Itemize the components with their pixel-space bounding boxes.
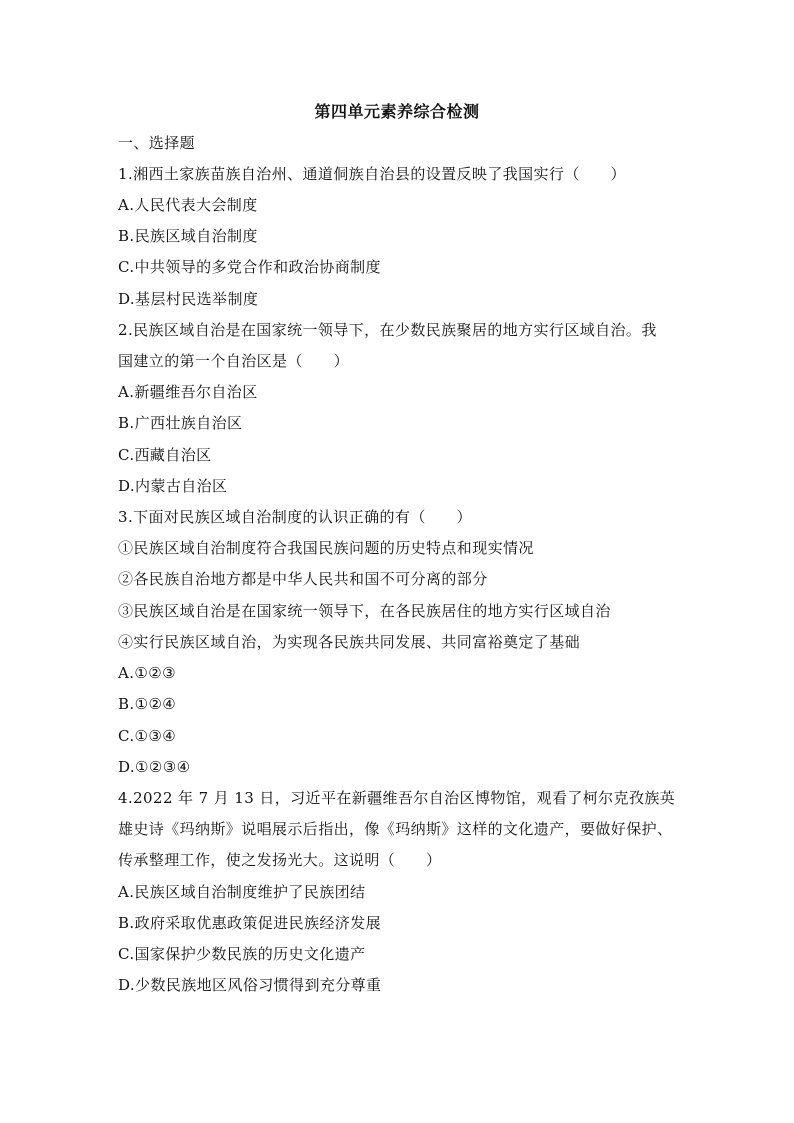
question-4-stem-line-3: 传承整理工作，使之发扬光大。这说明（ ） xyxy=(118,851,442,869)
page-title: 第四单元素养综合检测 xyxy=(314,102,480,121)
q1-option-b: B.民族区域自治制度 xyxy=(118,227,258,245)
q1-option-d: D.基层村民选举制度 xyxy=(118,290,259,308)
q3-option-d: D.①②③④ xyxy=(118,758,191,776)
question-2-stem-line-2: 国建立的第一个自治区是（ ） xyxy=(118,352,350,370)
section-heading: 一、选择题 xyxy=(118,134,196,152)
question-3-stem: 3.下面对民族区域自治制度的认识正确的有（ ） xyxy=(118,508,472,526)
q2-option-c: C.西藏自治区 xyxy=(118,446,212,464)
q2-option-d: D.内蒙古自治区 xyxy=(118,477,228,495)
q3-option-b: B.①②④ xyxy=(118,695,177,713)
q3-statement-1: ①民族区域自治制度符合我国民族问题的历史特点和现实情况 xyxy=(118,539,534,557)
q2-option-b: B.广西壮族自治区 xyxy=(118,414,243,432)
question-2-stem-line-1: 2.民族区域自治是在国家统一领导下，在少数民族聚居的地方实行区域自治。我 xyxy=(118,321,657,339)
q4-option-b: B.政府采取优惠政策促进民族经济发展 xyxy=(118,914,381,932)
q3-statement-2: ②各民族自治地方都是中华人民共和国不可分离的部分 xyxy=(118,570,488,588)
question-4-stem-line-1: 4.2022 年 7 月 13 日，习近平在新疆维吾尔自治区博物馆，观看了柯尔克孜族英 xyxy=(118,789,676,807)
q3-statement-4: ④实行民族区域自治，为实现各民族共同发展、共同富裕奠定了基础 xyxy=(118,633,581,651)
q4-option-d: D.少数民族地区风俗习惯得到充分尊重 xyxy=(118,976,382,994)
q4-option-a: A.民族区域自治制度维护了民族团结 xyxy=(118,883,366,901)
q3-option-c: C.①③④ xyxy=(118,727,177,745)
q2-option-a: A.新疆维吾尔自治区 xyxy=(118,383,258,401)
question-1-stem: 1.湘西土家族苗族自治州、通道侗族自治县的设置反映了我国实行（ ） xyxy=(118,165,626,183)
q3-option-a: A.①②③ xyxy=(118,664,176,682)
q1-option-a: A.人民代表大会制度 xyxy=(118,196,258,214)
question-4-stem-line-2: 雄史诗《玛纳斯》说唱展示后指出，像《玛纳斯》这样的文化遗产，要做好保护、 xyxy=(118,820,673,838)
q4-option-c: C.国家保护少数民族的历史文化遗产 xyxy=(118,945,366,963)
q3-statement-3: ③民族区域自治是在国家统一领导下，在各民族居住的地方实行区域自治 xyxy=(118,602,611,620)
q1-option-c: C.中共领导的多党合作和政治协商制度 xyxy=(118,258,381,276)
